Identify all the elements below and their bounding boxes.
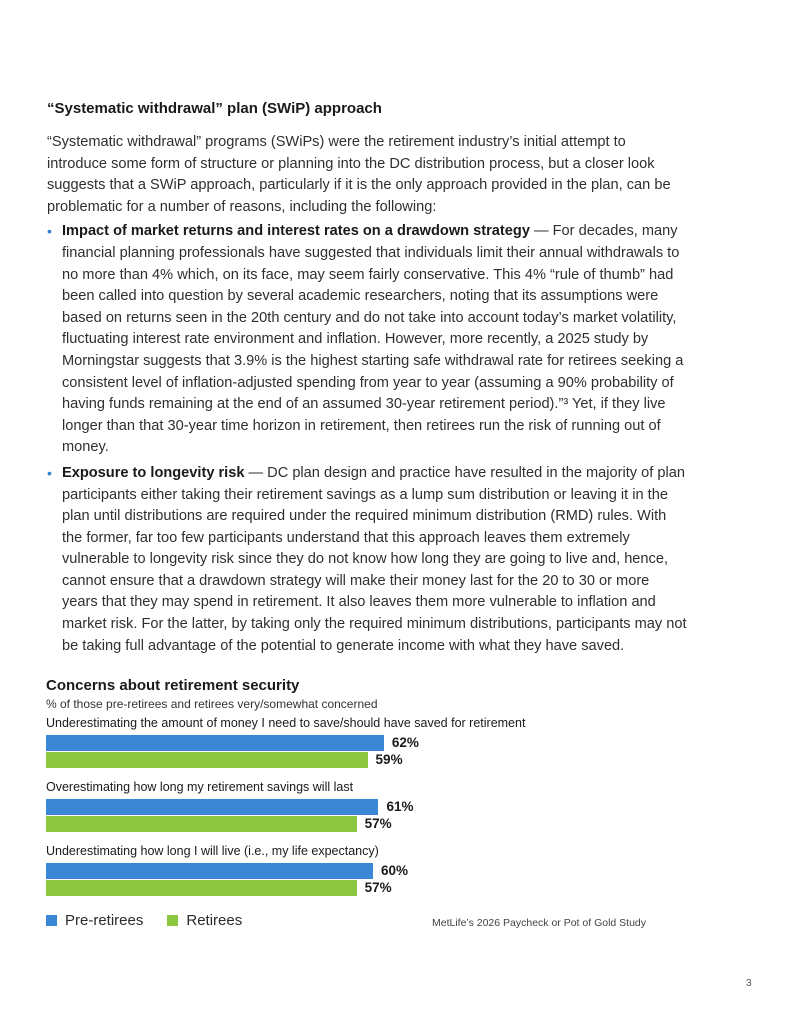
legend-swatch-pre-retirees — [46, 915, 57, 926]
chart-group — [46, 715, 666, 768]
page-number: 3 — [746, 978, 752, 989]
legend-label: Retirees — [186, 912, 243, 929]
legend-swatch-retirees — [167, 915, 178, 926]
bullet-list — [47, 221, 687, 657]
intro-paragraph: “Systematic withdrawal” programs (SWiPs) were the retirement industry’s initial attempt to introduce some form of structure or planning into the DC distribution process, but a closer look suggests that a SWiP approach, particularly if it is the only approach provided in the plan, can be problematic for a number of reasons, including the following: — [47, 134, 671, 215]
bar-row — [46, 798, 666, 815]
chart-group — [46, 779, 666, 832]
legend-item-pre-retirees — [46, 912, 143, 929]
chart-source: MetLife’s 2026 Paycheck or Pot of Gold Study — [432, 917, 647, 929]
chart-subtitle: % of those pre-retirees and retirees very/somewhat concerned — [46, 697, 378, 711]
chart-legend — [46, 912, 266, 929]
bullet-dot-icon: • — [47, 223, 52, 240]
bar-value-label: 59% — [375, 752, 403, 767]
bar-row — [46, 879, 666, 896]
bar-value-label: 57% — [364, 816, 392, 831]
bar-pre-retirees — [46, 799, 378, 815]
legend-item-retirees — [167, 912, 242, 929]
bar-row — [46, 862, 666, 879]
bullet-text: — For decades, many financial planning professionals have suggested that individuals limit their annual withdrawals to no more than 4% which, on its face, may seem fairly conservative. This 4% “rule of thumb” had been called into question by several academic researchers, noting that its assumptions were based on returns seen in the 20th century and do not take into account today’s market volatility, fluctuating interest rate environment and inflation. However, more recently, a 2025 study by Morningstar suggests that 3.9% is the highest starting safe withdrawal rate for retirees seeking a consistent level of inflation-adjusted spending from year to year (assuming a 90% probability of having funds remaining at the end of an assumed 30-year retirement period).”³ Yet, if they live longer than that 30-year time horizon in retirement, then retirees run the risk of running out of money. — [62, 223, 684, 456]
bullet-item — [47, 221, 687, 459]
bar-row — [46, 734, 666, 751]
category-label: Underestimating the amount of money I need to save/should have saved for retirement — [46, 716, 526, 730]
bar-value-label: 62% — [391, 735, 419, 750]
chart-groups — [46, 715, 666, 896]
bullet-dot-icon: • — [47, 464, 52, 481]
bullet-lead: Exposure to longevity risk — [62, 464, 245, 481]
section-heading: “Systematic withdrawal” plan (SWiP) approach — [47, 100, 382, 117]
concerns-chart — [46, 676, 666, 907]
bullet-item — [47, 463, 687, 657]
bar-retirees — [46, 880, 357, 896]
bar-value-label: 61% — [386, 799, 414, 814]
bar-row — [46, 815, 666, 832]
bullet-lead: Impact of market returns and interest rates on a drawdown strategy — [62, 223, 530, 240]
bar-value-label: 60% — [381, 863, 409, 878]
bar-retirees — [46, 816, 357, 832]
bar-retirees — [46, 752, 368, 768]
chart-title: Concerns about retirement security — [46, 677, 300, 694]
bar-pre-retirees — [46, 735, 384, 751]
bar-pre-retirees — [46, 863, 373, 879]
chart-group — [46, 843, 666, 896]
bar-row — [46, 751, 666, 768]
category-label: Overestimating how long my retirement savings will last — [46, 780, 354, 794]
article-section — [47, 98, 687, 661]
legend-label: Pre-retirees — [65, 912, 144, 929]
category-label: Underestimating how long I will live (i.e., my life expectancy) — [46, 844, 379, 858]
bar-value-label: 57% — [364, 880, 392, 895]
bullet-text: — DC plan design and practice have resulted in the majority of plan participants either taking their retirement savings as a lump sum distribution or leaving it in the plan until distributions are required under the required minimum distribution (RMD) rules. With the former, far too few participants understand that this approach leaves them extremely vulnerable to longevity risk since they do not know how long they are going to live and, hence, cannot ensure that a drawdown strategy will make their money last for the 20 to 30 or more years that they may spend in retirement. It also leaves them more vulnerable to inflation and market risk. For the latter, by taking only the required minimum distributions, participants may not be taking full advantage of the potential to generate income with what they have saved. — [62, 464, 687, 654]
